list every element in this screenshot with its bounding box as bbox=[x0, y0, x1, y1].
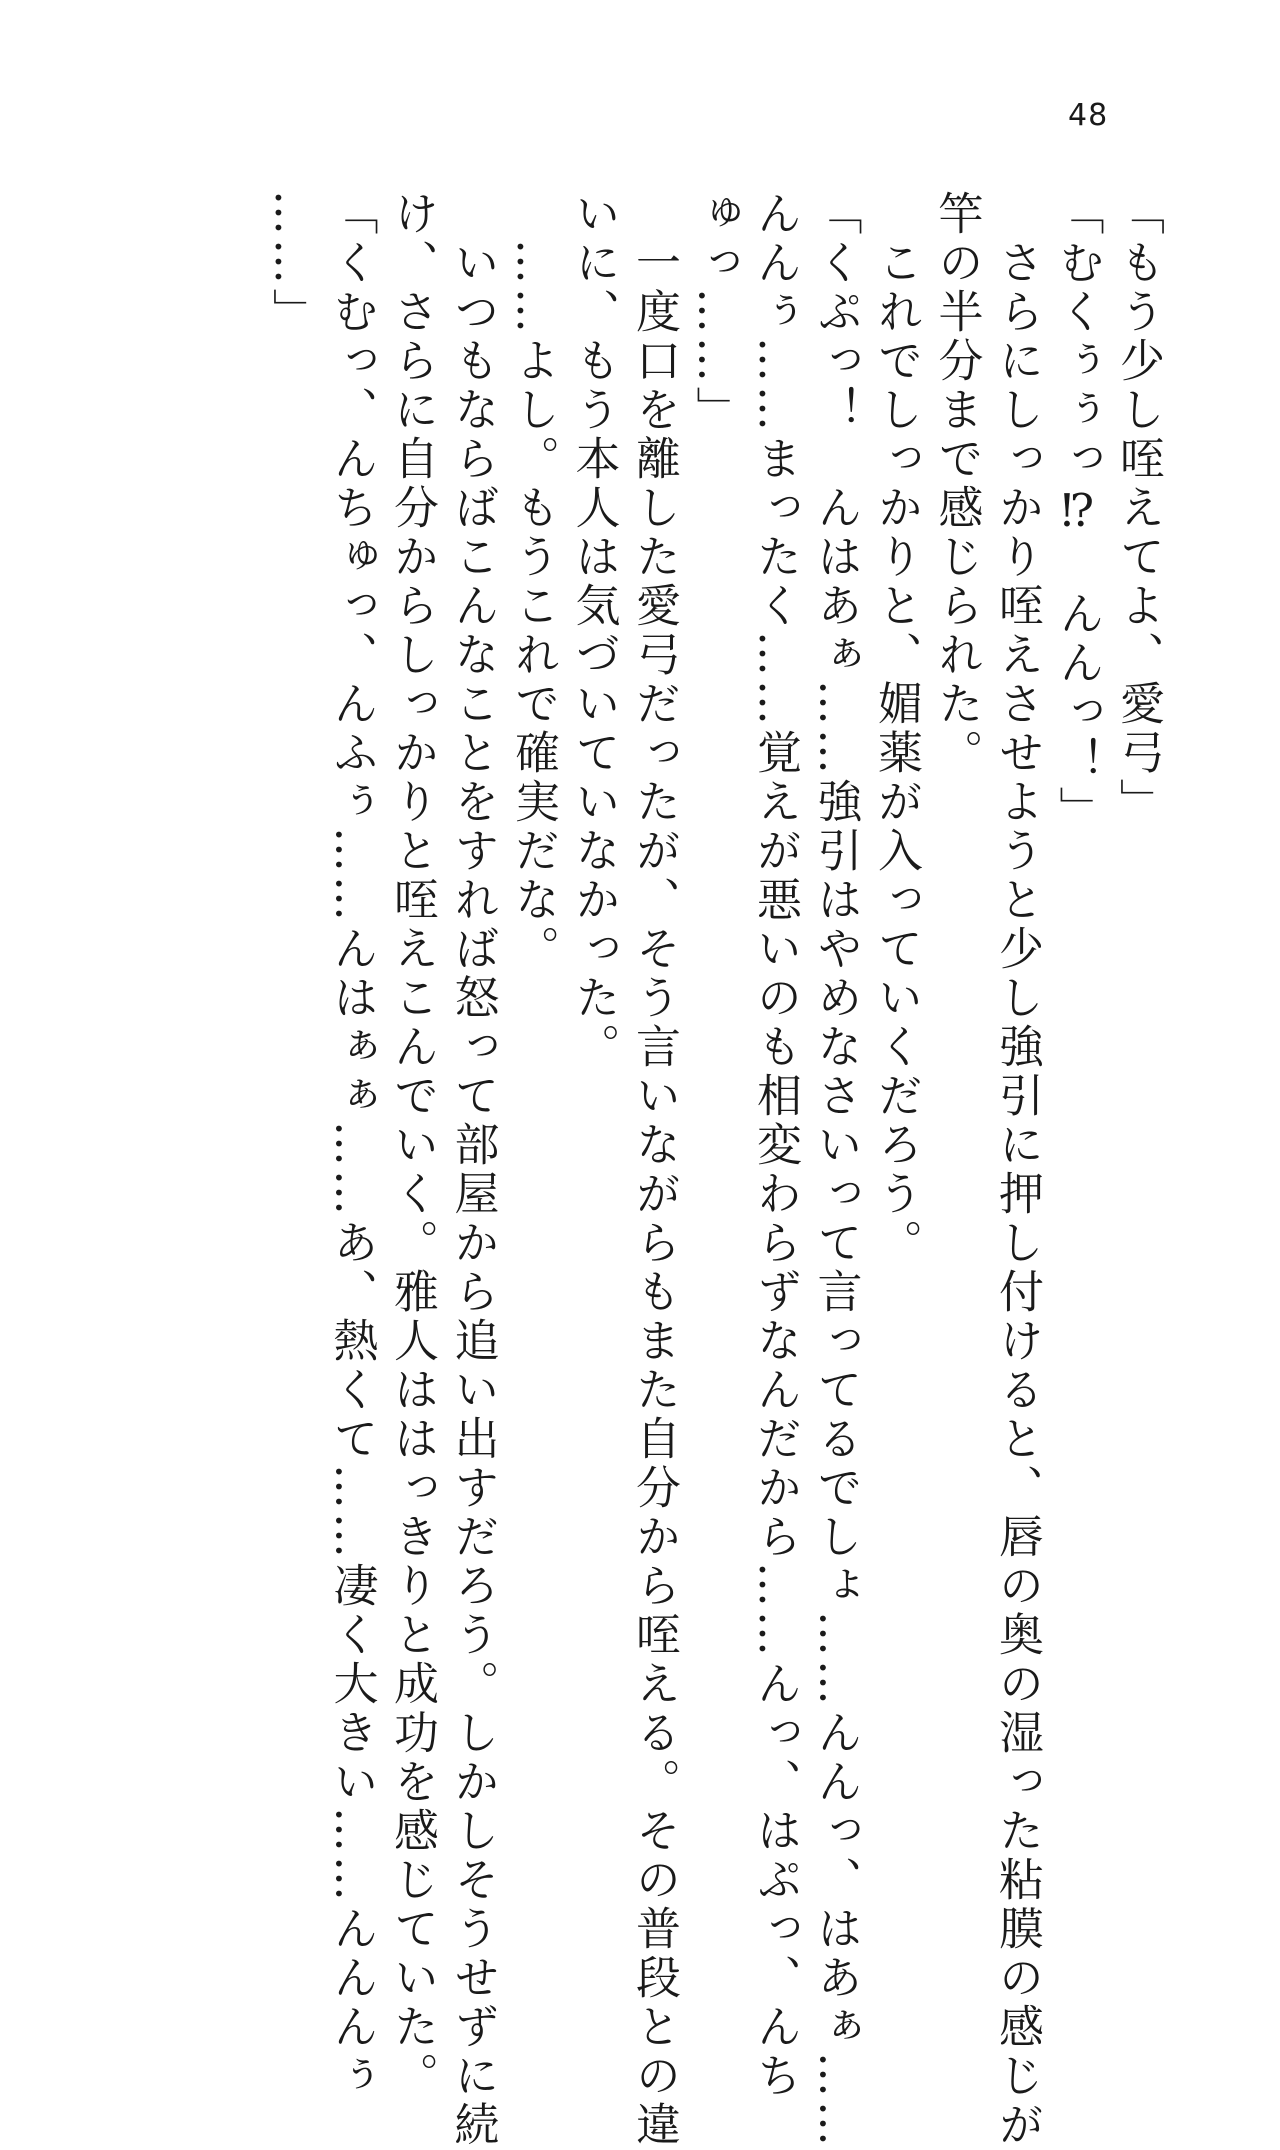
body-text bbox=[261, 190, 1169, 2150]
text-line: いつもならばこんなことをすれば怒って部屋から追い出すだろう。しかしそうせずに続 bbox=[446, 190, 500, 2150]
text-line: ……」 bbox=[265, 190, 318, 337]
text-line: 「くむっ、んちゅっ、んふぅ……んはぁぁ……あ、熱くて……凄く大きい……んんんぅ bbox=[325, 190, 379, 2101]
text-line: 竿の半分まで感じられた。 bbox=[930, 190, 984, 778]
text-line: これでしっかりと、媚薬が入っていくだろう。 bbox=[870, 190, 923, 1268]
text-line: さらにしっかり咥えさせようと少し強引に押し付けると、唇の奥の湿った粘膜の感じが bbox=[991, 190, 1044, 2150]
text-line: んんぅ……まったく……覚えが悪いのも相変わらずなんだから……んっ、はぷっ、んち bbox=[749, 190, 802, 2101]
text-line: け、さらに自分からしっかりと咥えこんでいく。雅人ははっきりと成功を感じていた。 bbox=[386, 190, 439, 2101]
text-line: 「もう少し咥えてよ、愛弓」 bbox=[1112, 190, 1165, 827]
text-line: 一度口を離した愛弓だったが、そう言いながらもまた自分から咥える。その普段との違 bbox=[628, 190, 681, 2150]
text-line: ……よし。もうこれで確実だな。 bbox=[507, 190, 560, 974]
text-line: いに、もう本人は気づいていなかった。 bbox=[567, 190, 621, 1072]
text-line: 「くぷっ！ んはあぁ……強引はやめなさいって言ってるでしょ……んんっ、はあぁ…… bbox=[809, 190, 863, 2150]
page-number: 48 bbox=[1068, 98, 1109, 133]
text-line: 「むくぅぅっ⁉ んんっ！」 bbox=[1051, 190, 1105, 835]
text-line: ゅっ……」 bbox=[688, 190, 742, 435]
